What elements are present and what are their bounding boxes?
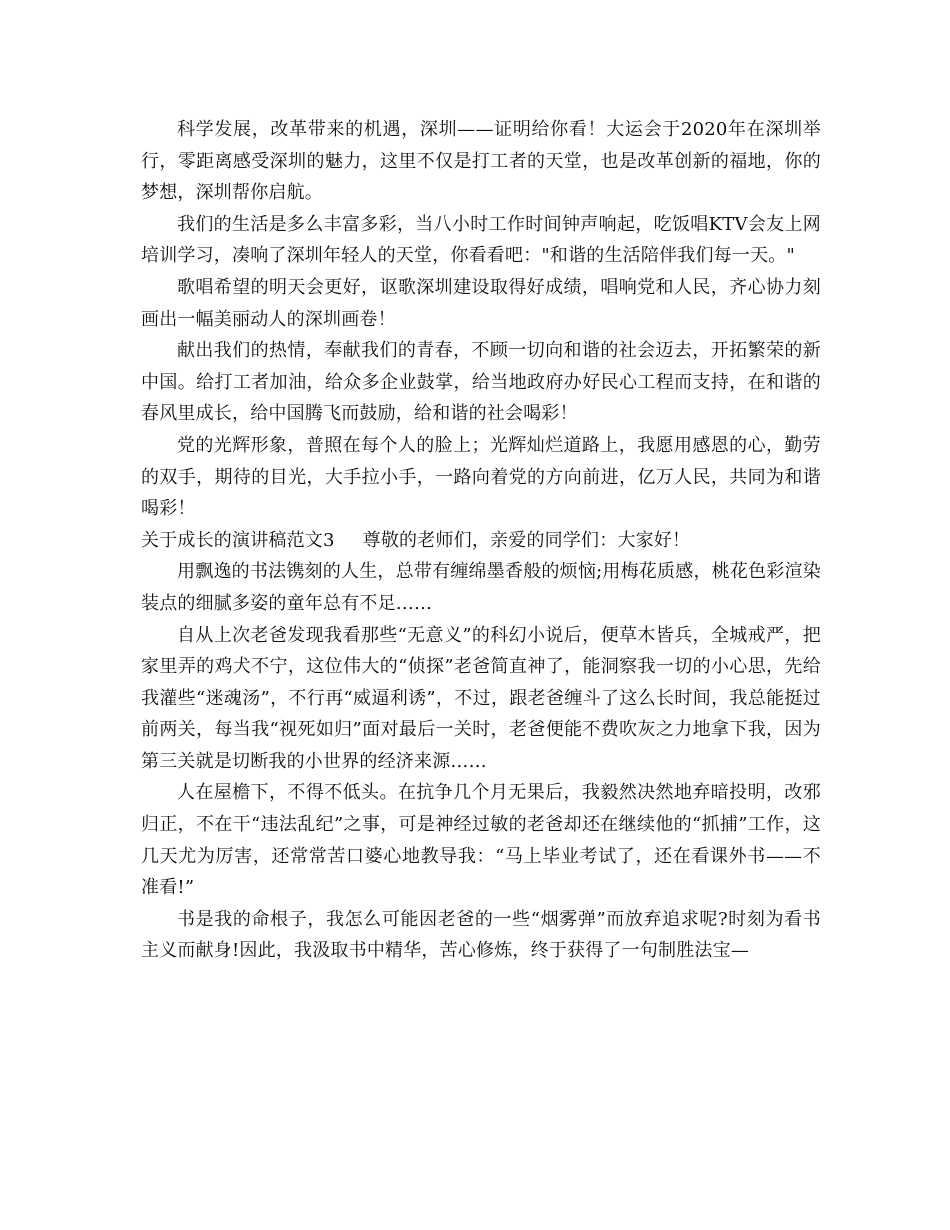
- paragraph-passion: 献出我们的热情，奉献我们的青春，不顾一切向和谐的社会迈去，开拓繁荣的新中国。给打工者加油，给众多企业鼓掌，给当地政府办好民心工程而支持，在和谐的春风里成长，给中国腾飞而鼓励，给和谐的社会喝彩！: [141, 340, 821, 425]
- paragraph-calligraphy: 用飘逸的书法镌刻的人生，总带有缠绵墨香般的烦恼;用梅花质感，桃花色彩渲染装点的细腻多姿的童年总有不足……: [141, 561, 821, 614]
- paragraph-detective-dad: 自从上次老爸发现我看那些“无意义”的科幻小说后，便草木皆兵，全城戒严，把家里弄的鸡犬不宁，这位伟大的“侦探”老爸简直神了，能洞察我一切的小心思，先给我灌些“迷魂汤”，不行再“威逼利诱”，不过，跟老爸缠斗了这么长时间，我总能挺过前两关，每当我“视死如归”面对最后一关时，老爸便能不费吹灰之力地拿下我，因为第三关就是切断我的小世界的经济来源……: [141, 624, 821, 772]
- paragraph-sing-hope: 歌唱希望的明天会更好，讴歌深圳建设取得好成绩，唱响党和人民，齐心协力刻画出一幅美丽动人的深圳画卷！: [141, 276, 821, 330]
- document-body: [141, 114, 821, 967]
- section-title: 关于成长的演讲稿范文3: [141, 529, 335, 551]
- paragraph-under-eaves: 人在屋檐下，不得不低头。在抗争几个月无果后，我毅然决然地弃暗投明，改邪归正，不在干“违法乱纪”之事，可是神经过敏的老爸却还在继续他的“抓捕”工作，这几天尤为厉害，还常常苦口婆心地教导我：“马上毕业考试了，还在看课外书——不准看!”: [141, 782, 821, 899]
- paragraph-party-glory: 党的光辉形象，普照在每个人的脸上；光辉灿烂道路上，我愿用感恩的心，勤劳的双手，期待的目光，大手拉小手，一路向着党的方向前进，亿万人民，共同为和谐喝彩！: [141, 434, 821, 520]
- speech-greeting: 尊敬的老师们，亲爱的同学们：大家好！: [362, 529, 691, 551]
- section-heading: [141, 525, 821, 557]
- paragraph-rich-life: 我们的生活是多么丰富多彩，当八小时工作时间钟声响起，吃饭唱KTV会友上网培训学习，凑响了深圳年轻人的天堂，你看看吧："和谐的生活陪伴我们每一天。": [141, 213, 821, 267]
- paragraph-shenzhen-opportunity: 科学发展，改革带来的机遇，深圳——证明给你看！大运会于2020年在深圳举行，零距离感受深圳的魅力，这里不仅是打工者的天堂，也是改革创新的福地，你的梦想，深圳帮你启航。: [141, 119, 821, 204]
- paragraph-books-lifeblood: 书是我的命根子，我怎么可能因老爸的一些“烟雾弹”而放弃追求呢?时刻为看书主义而献身!因此，我汲取书中精华，苦心修炼，终于获得了一句制胜法宝—: [141, 908, 821, 962]
